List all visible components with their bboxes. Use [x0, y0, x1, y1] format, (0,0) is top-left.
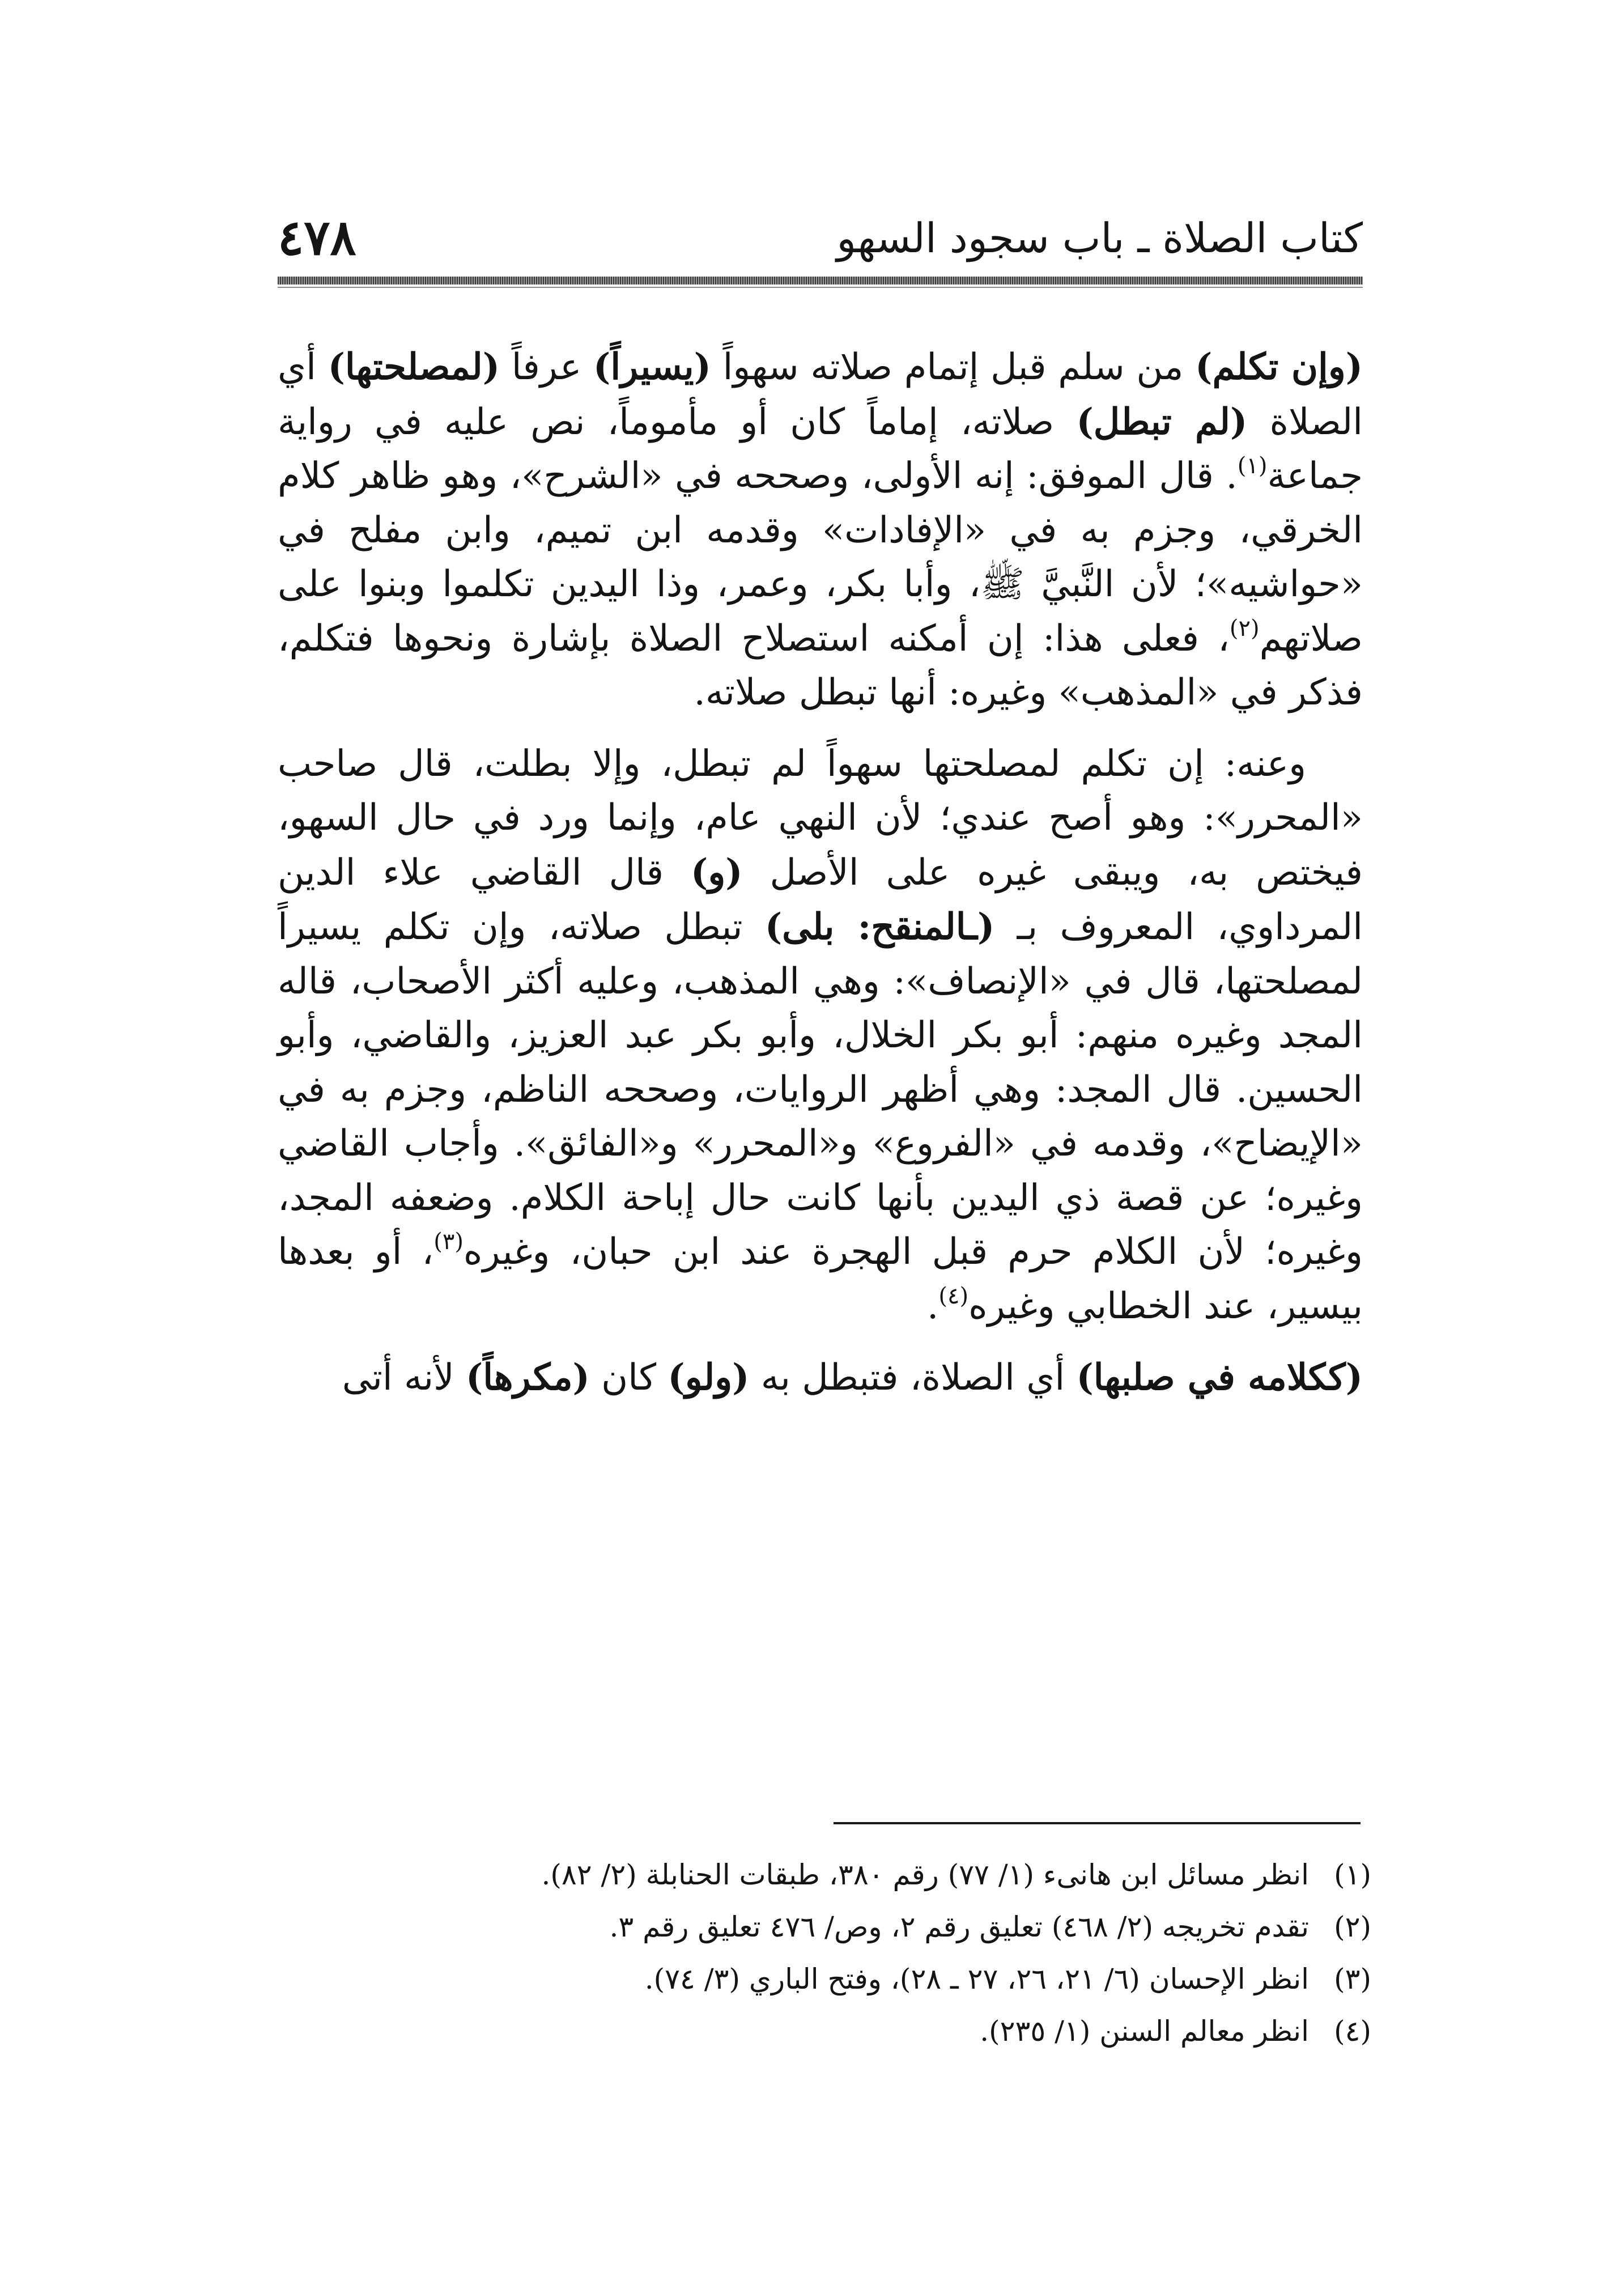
- matn-phrase: (لم تبطل): [1076, 400, 1248, 443]
- sharh-text: . قال الموفق: إنه الأولى، وصححه في «الشرح»، وهو ظاهر كلام الخرقي، وجزم به في «الإفادات» وقدمه ابن تميم، وابن مفلح في «حواشيه»؛ لأن النَّبيَّ ﷺ، وأبا بكر، وعمر، وذا اليدين تكلموا وبنوا على صلاتهم: [278, 455, 1363, 660]
- footnote-reference: (١): [1237, 453, 1268, 479]
- sharh-text: من سلم قبل إتمام صلاته سهواً: [711, 346, 1196, 388]
- running-header: [278, 204, 1363, 272]
- header-rule: [278, 277, 1363, 284]
- matn-phrase: (ككلامه في صلبها): [1076, 1356, 1363, 1399]
- footnote-text: انظر معالم السنن (١/ ٢٣٥).: [980, 2015, 1309, 2048]
- matn-phrase: (ـالمنقح: بلى): [764, 906, 995, 948]
- footnote-number: (٢): [1334, 1910, 1371, 1943]
- footnote-number: (٣): [1334, 1963, 1371, 1995]
- paragraph-2: [278, 737, 1363, 1334]
- sharh-text: .: [927, 1285, 939, 1327]
- sharh-text: ، أو بعدها بيسير، عند الخطابي وغيره: [278, 1231, 1363, 1327]
- sharh-text: قال القاضي علاء الدين المرداوي، المعروف بـ: [278, 851, 1363, 948]
- footnote-number: (٤): [1334, 2015, 1371, 2048]
- matn-phrase: (ولو): [668, 1356, 750, 1399]
- footnote-text: انظر مسائل ابن هانىء (١/ ٧٧) رقم ٣٨٠، طبقات الحنابلة (٢/ ٨٢).: [541, 1858, 1309, 1891]
- header-rule-thin: [278, 287, 1363, 288]
- footnote-text: تقدم تخريجه (٢/ ٤٦٨) تعليق رقم ٢، وص/ ٤٧٦ تعليق رقم ٣.: [609, 1910, 1309, 1943]
- footnote-number: (١): [1334, 1858, 1371, 1891]
- matn-phrase: (يسيراً): [593, 346, 711, 388]
- matn-phrase: (مكرهاً): [466, 1356, 590, 1399]
- footnotes: [278, 1849, 1371, 2057]
- footnote-reference: (٢): [1229, 615, 1260, 642]
- footnote-item: [278, 1849, 1371, 1901]
- footnote-item: [278, 1901, 1371, 1953]
- footnote-item: [278, 1953, 1371, 2005]
- page-number: ٤٧٨: [278, 209, 356, 266]
- footnote-item: [278, 2005, 1371, 2057]
- running-header-title: كتاب الصلاة ـ باب سجود السهو: [836, 214, 1363, 262]
- sharh-text: أي الصلاة، فتبطل به: [749, 1357, 1077, 1399]
- footnote-reference: (٤): [938, 1283, 969, 1309]
- sharh-text: تبطل صلاته، وإن تكلم يسيراً لمصلحتها، قال في «الإنصاف»: وهي المذهب، وعليه أكثر الأصحاب، قاله المجد وغيره منهم: أبو بكر الخلال، وأبو بكر عبد العزيز، والقاضي، وأبو الحسين. قال المجد: وهي أظهر الروايات، وصححه الناظم، وجزم به في «الإيضاح»، وقدمه في «الفروع» و«المحرر» و«الفائق». وأجاب القاضي وغيره؛ عن قصة ذي اليدين بأنها كانت حال إباحة الكلام. وضعفه المجد، وغيره؛ لأن الكلام حرم قبل الهجرة عند ابن حبان، وغيره: [278, 906, 1363, 1273]
- sharh-text: أي الصلاة: [278, 346, 1363, 443]
- sharh-text: ، فعلى هذا: إن أمكنه استصلاح الصلاة بإشارة ونحوها فتكلم، فذكر في «المذهب» وغيره: أنها تبطل صلاته.: [278, 617, 1363, 714]
- sharh-text: لأنه أتى: [342, 1357, 466, 1399]
- footnote-separator: [834, 1822, 1361, 1824]
- matn-phrase: (و): [691, 851, 743, 894]
- matn-phrase: (لمصلحتها): [328, 346, 500, 388]
- footnote-text: انظر الإحسان (٦/ ٢١، ٢٦، ٢٧ ـ ٢٨)، وفتح الباري (٣/ ٧٤).: [644, 1963, 1309, 1995]
- sharh-text: كان: [589, 1357, 668, 1399]
- paragraph-3: [278, 1351, 1363, 1405]
- sharh-text: وعنه: إن تكلم لمصلحتها سهواً لم تبطل، وإلا بطلت، قال صاحب «المحرر»: وهو أصح عندي؛ لأن النهي عام، وإنما ورد في حال السهو، فيختص به، ويبقى غيره على الأصل: [278, 742, 1363, 894]
- paragraph-1: [278, 340, 1363, 720]
- sharh-text: صلاته، إماماً كان أو مأموماً، نص عليه في رواية جماعة: [278, 401, 1363, 497]
- matn-phrase: (وإن تكلم): [1195, 346, 1363, 388]
- main-text: [278, 340, 1363, 1405]
- footnote-reference: (٣): [433, 1229, 464, 1255]
- sharh-text: عرفاً: [499, 346, 594, 388]
